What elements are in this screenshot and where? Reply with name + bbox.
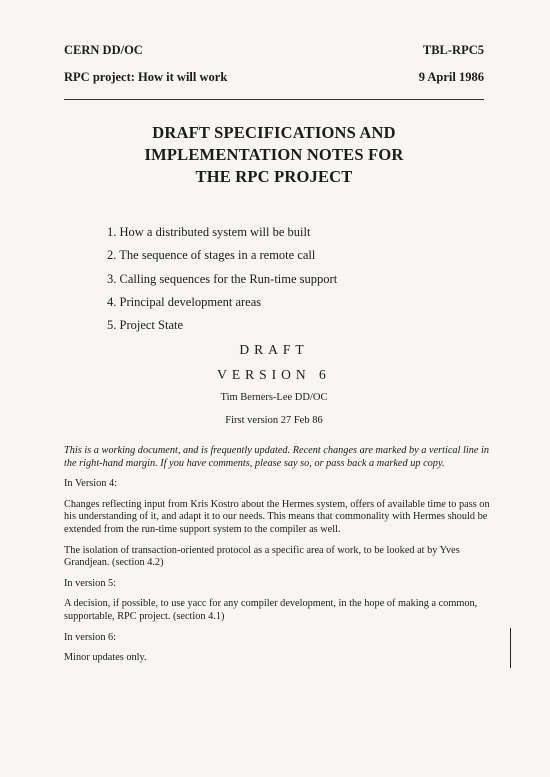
change-bar	[510, 628, 511, 668]
toc-item: 3. Calling sequences for the Run-time support	[107, 271, 338, 286]
toc-item: 1. How a distributed system will be built	[107, 225, 311, 239]
version-5-label: In version 5:	[64, 577, 117, 589]
intro-note: This is a working document, and is frequently updated. Recent changes are marked by a vertical line in the right-hand margin. If you have comments, please say so, or pass back a marked up copy.	[64, 445, 490, 469]
header-doc-id: TBL-RPC5	[422, 43, 484, 57]
version-4-label: In Version 4:	[64, 478, 118, 490]
toc-item: 2. The sequence of stages in a remote call	[107, 248, 316, 263]
draft-label: DRAFT	[239, 342, 309, 357]
header-date: 9 April 1986	[418, 70, 484, 84]
header-org: CERN DD/OC	[64, 43, 143, 57]
version-label: VERSION 6	[217, 367, 331, 382]
version-6-label: In version 6:	[64, 631, 117, 643]
title-line: IMPLEMENTATION NOTES FOR	[144, 145, 404, 164]
header-rule	[64, 99, 484, 100]
title-line: THE RPC PROJECT	[195, 167, 353, 186]
toc-item: 4. Principal development areas	[107, 294, 262, 309]
header-subtitle: RPC project: How it will work	[64, 70, 228, 84]
author-line: Tim Berners-Lee DD/OC	[220, 392, 328, 403]
version-4-paragraph: The isolation of transaction-oriented protocol as a specific area of work, to be looked at by Yves Grandjean. (section 4.2)	[64, 544, 460, 569]
toc-item: 5. Project State	[107, 318, 184, 333]
document-title	[64, 122, 484, 188]
version-4-paragraph: Changes reflecting input from Kris Kostro about the Hermes system, offers of available time to pass on his understanding of it, and adapt it to our needs. This means that commonality with Hermes should be extended from the run-time support system to the compiler as well.	[64, 498, 490, 535]
version-5-paragraph: A decision, if possible, to use yacc for any compiler development, in the hope of making a common, supportable, RPC project. (section 4.1)	[64, 598, 478, 622]
title-line: DRAFT SPECIFICATIONS AND	[152, 123, 396, 142]
table-of-contents	[107, 225, 337, 341]
first-version-line: First version 27 Feb 86	[225, 415, 323, 426]
document-body	[64, 445, 492, 673]
version-6-paragraph: Minor updates only.	[64, 652, 147, 664]
